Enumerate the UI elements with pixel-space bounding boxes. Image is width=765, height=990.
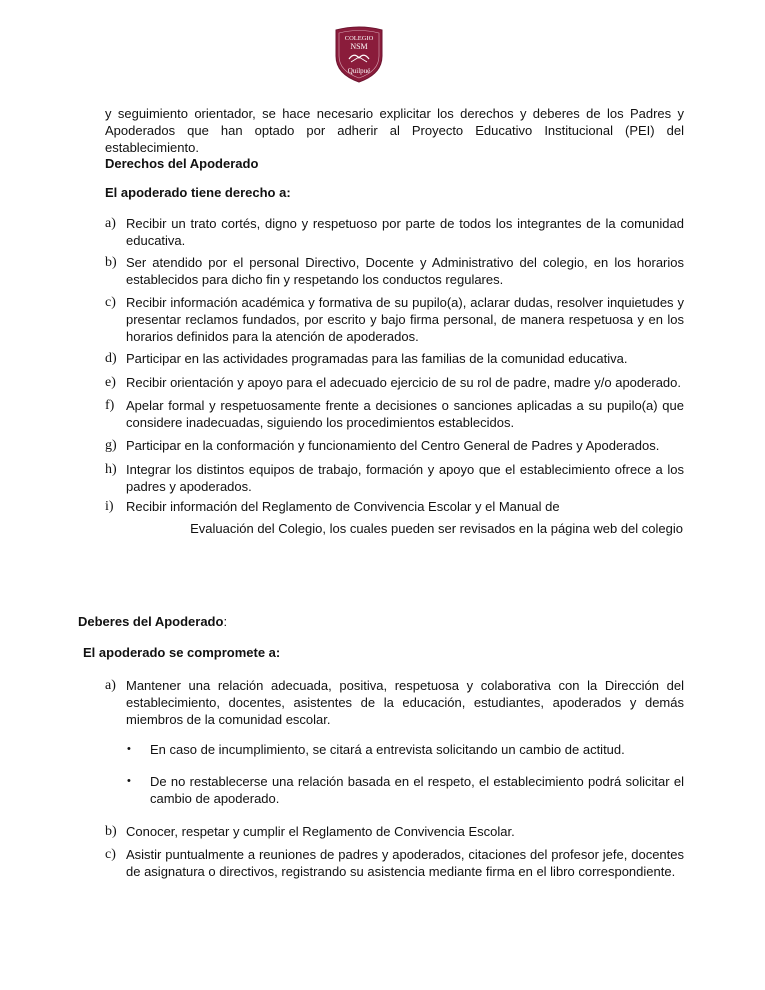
bullet-marker: • — [127, 743, 131, 755]
derechos-title: Derechos del Apoderado — [105, 156, 259, 171]
derechos-item-g — [105, 437, 684, 454]
derechos-item-e — [105, 374, 684, 391]
list-marker: b) — [105, 824, 117, 839]
list-item-text: Recibir información académica y formativa de su pupilo(a), aclarar dudas, resolver inquietudes y presentar reclamos fundados, por escrito y bajo firma personal, de manera respetuosa y en los horarios definidos para la atención de apoderados. — [126, 295, 684, 344]
derechos-item-b — [105, 254, 684, 288]
list-marker: g) — [105, 438, 117, 453]
list-item-text: Apelar formal y respetuosamente frente a decisiones o sanciones aplicadas a su pupilo(a) que considere inadecuadas, siguiendo los procedimientos establecidos. — [126, 398, 684, 430]
deberes-bullet-2 — [127, 773, 684, 807]
deberes-title: Deberes del Apoderado — [78, 614, 224, 629]
list-marker: c) — [105, 295, 116, 310]
list-item-text: Ser atendido por el personal Directivo, Docente y Administrativo del colegio, en los horarios establecidos para dicho fin y respetando los conductos regulares. — [126, 255, 684, 287]
list-marker: i) — [105, 499, 114, 514]
list-marker: c) — [105, 847, 116, 862]
list-marker: a) — [105, 216, 116, 231]
deberes-bullet-1 — [127, 741, 684, 758]
list-marker: f) — [105, 398, 115, 413]
bullet-text: De no restablecerse una relación basada en el respeto, el establecimiento podrá solicitar el cambio de apoderado. — [150, 774, 684, 806]
list-item-text: Recibir información del Reglamento de Convivencia Escolar y el Manual de — [126, 499, 560, 514]
list-item-text: Participar en las actividades programadas para las familias de la comunidad educativa. — [126, 351, 628, 366]
list-marker: h) — [105, 462, 117, 477]
logo-line-3: Quilpué — [347, 67, 371, 75]
list-item-text: Integrar los distintos equipos de trabajo, formación y apoyo que el establecimiento ofrece a los padres y apoderados. — [126, 462, 684, 494]
list-item-text: Mantener una relación adecuada, positiva, respetuosa y colaborativa con la Dirección del establecimiento, docentes, asistentes de la educación, estudiantes, apoderados y demás miembros de la comunidad escolar. — [126, 678, 684, 727]
list-item-text: Conocer, respetar y cumplir el Reglamento de Convivencia Escolar. — [126, 824, 515, 839]
list-item-text: Asistir puntualmente a reuniones de padres y apoderados, citaciones del profesor jefe, docentes de asignatura o directivos, registrando su asistencia mediante firma en el libro correspondiente. — [126, 847, 684, 879]
deberes-item-c — [105, 846, 684, 880]
bullet-text: En caso de incumplimiento, se citará a entrevista solicitando un cambio de actitud. — [150, 742, 625, 757]
intro-paragraph: y seguimiento orientador, se hace necesario explicitar los derechos y deberes de los Padres y Apoderados que han optado por adherir al Proyecto Educativo Institucional (PEI) del establecimiento. — [105, 106, 684, 155]
list-marker: b) — [105, 255, 117, 270]
list-item-text: Recibir orientación y apoyo para el adecuado ejercicio de su rol de padre, madre y/o apoderado. — [126, 375, 682, 390]
deberes-subtitle: El apoderado se compromete a: — [83, 645, 281, 660]
derechos-item-d — [105, 350, 684, 367]
deberes-item-a — [105, 677, 684, 728]
list-marker: e) — [105, 375, 116, 390]
school-crest-logo — [332, 26, 386, 84]
derechos-item-i-continuation: Evaluación del Colegio, los cuales pueden ser revisados en la página web del colegio — [190, 521, 683, 536]
list-marker: d) — [105, 351, 117, 366]
deberes-title-line — [78, 613, 227, 630]
derechos-item-i — [105, 498, 684, 515]
derechos-item-c — [105, 294, 684, 345]
derechos-subtitle: El apoderado tiene derecho a: — [105, 185, 291, 200]
list-item-text: Recibir un trato cortés, digno y respetuoso por parte de todos los integrantes de la comunidad educativa. — [126, 216, 684, 248]
logo-line-2: NSM — [350, 42, 368, 51]
deberes-title-colon: : — [223, 614, 228, 629]
deberes-item-b — [105, 823, 684, 840]
derechos-item-a — [105, 215, 684, 249]
bullet-marker: • — [127, 775, 131, 787]
derechos-item-h — [105, 461, 684, 495]
list-item-text: Participar en la conformación y funcionamiento del Centro General de Padres y Apoderados. — [126, 438, 660, 453]
logo-line-1: COLEGIO — [344, 35, 374, 42]
list-marker: a) — [105, 678, 116, 693]
derechos-item-f — [105, 397, 684, 431]
